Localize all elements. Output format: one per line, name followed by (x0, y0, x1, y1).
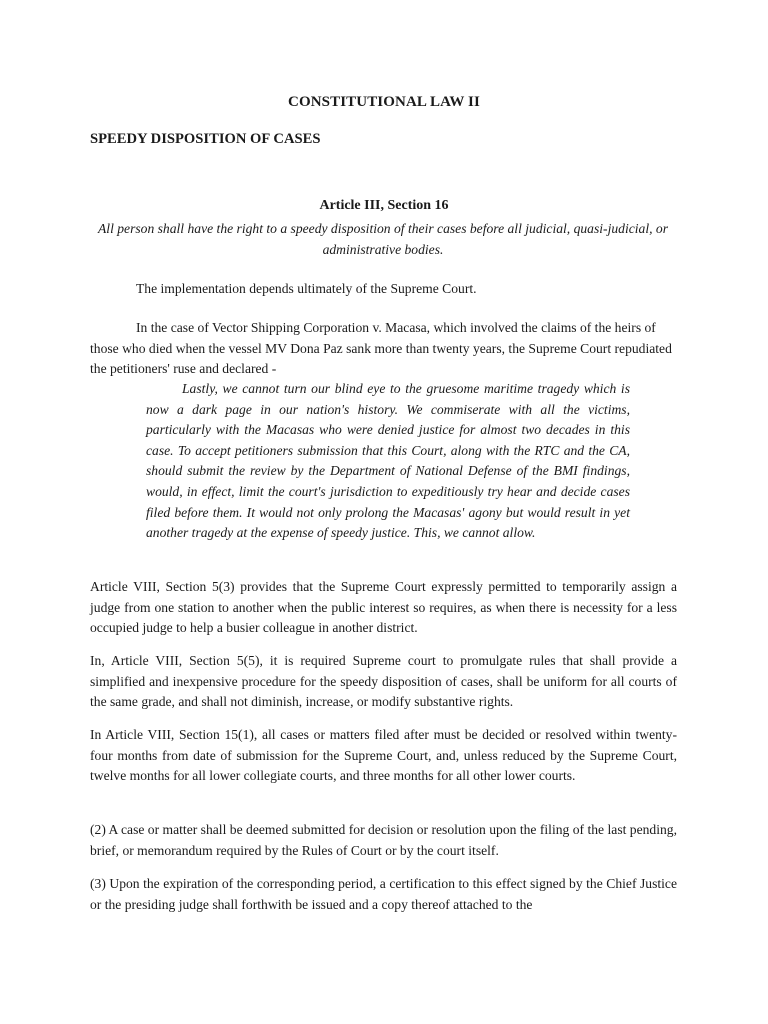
block-quote: Lastly, we cannot turn our blind eye to the gruesome maritime tragedy which is now a dark page in our nation's history. We commiserate with all the victims, particularly with the Macasas who were denied justice for almost two decades in this case. To accept petitioners submission that this Court, along with the RTC and the CA, should submit the review by the Department of National Defense of the BMI findings, would, in effect, limit the court's jurisdiction to expeditiously try hear and decide cases filed before them. It would not only prolong the Macasas' agony but would result in yet another tragedy at the expense of speedy justice. This, we cannot allow. (146, 381, 630, 541)
article-heading: Article III, Section 16 (319, 198, 449, 213)
section-heading: SPEEDY DISPOSITION OF CASES (90, 131, 321, 147)
paragraph-article-viii-5-5: In, Article VIII, Section 5(5), it is required Supreme court to promulgate rules that shall provide a simplified and inexpensive procedure for the speedy disposition of cases, shall be uniform for all courts of the same grade, and shall not diminish, increase, or modify substantive rights. (90, 653, 677, 709)
paragraph-implementation: The implementation depends ultimately of the Supreme Court. (136, 281, 477, 296)
paragraph-article-viii-15-2: (2) A case or matter shall be deemed submitted for decision or resolution upon the filing of the last pending, brief, or memorandum required by the Rules of Court or by the court itself. (90, 822, 677, 858)
paragraph-article-viii-15-1: In Article VIII, Section 15(1), all cases or matters filed after must be decided or resolved within twenty-four months from date of submission for the Supreme Court, and, unless reduced by the Supreme Court, twelve months for all lower collegiate courts, and three months for all other lower courts. (90, 727, 677, 783)
article-text: All person shall have the right to a speedy disposition of their cases before all judicial, quasi-judicial, or administrative bodies. (97, 221, 668, 257)
paragraph-article-viii-5-3: Article VIII, Section 5(3) provides that the Supreme Court expressly permitted to temporarily assign a judge from one station to another when the public interest so requires, as when there is necessity for a less occupied judge to help a busier colleague in another district. (90, 579, 677, 635)
paragraph-vector-shipping-case: In the case of Vector Shipping Corporation v. Macasa, which involved the claims of the heirs of those who died when the vessel MV Dona Paz sank more than twenty years, the Supreme Court repudiated the petitioners' ruse and declared - (90, 320, 672, 376)
paragraph-article-viii-15-3: (3) Upon the expiration of the corresponding period, a certification to this effect signed by the Chief Justice or the presiding judge shall forthwith be issued and a copy thereof attached to the (90, 876, 677, 912)
document-title: CONSTITUTIONAL LAW II (288, 94, 480, 110)
